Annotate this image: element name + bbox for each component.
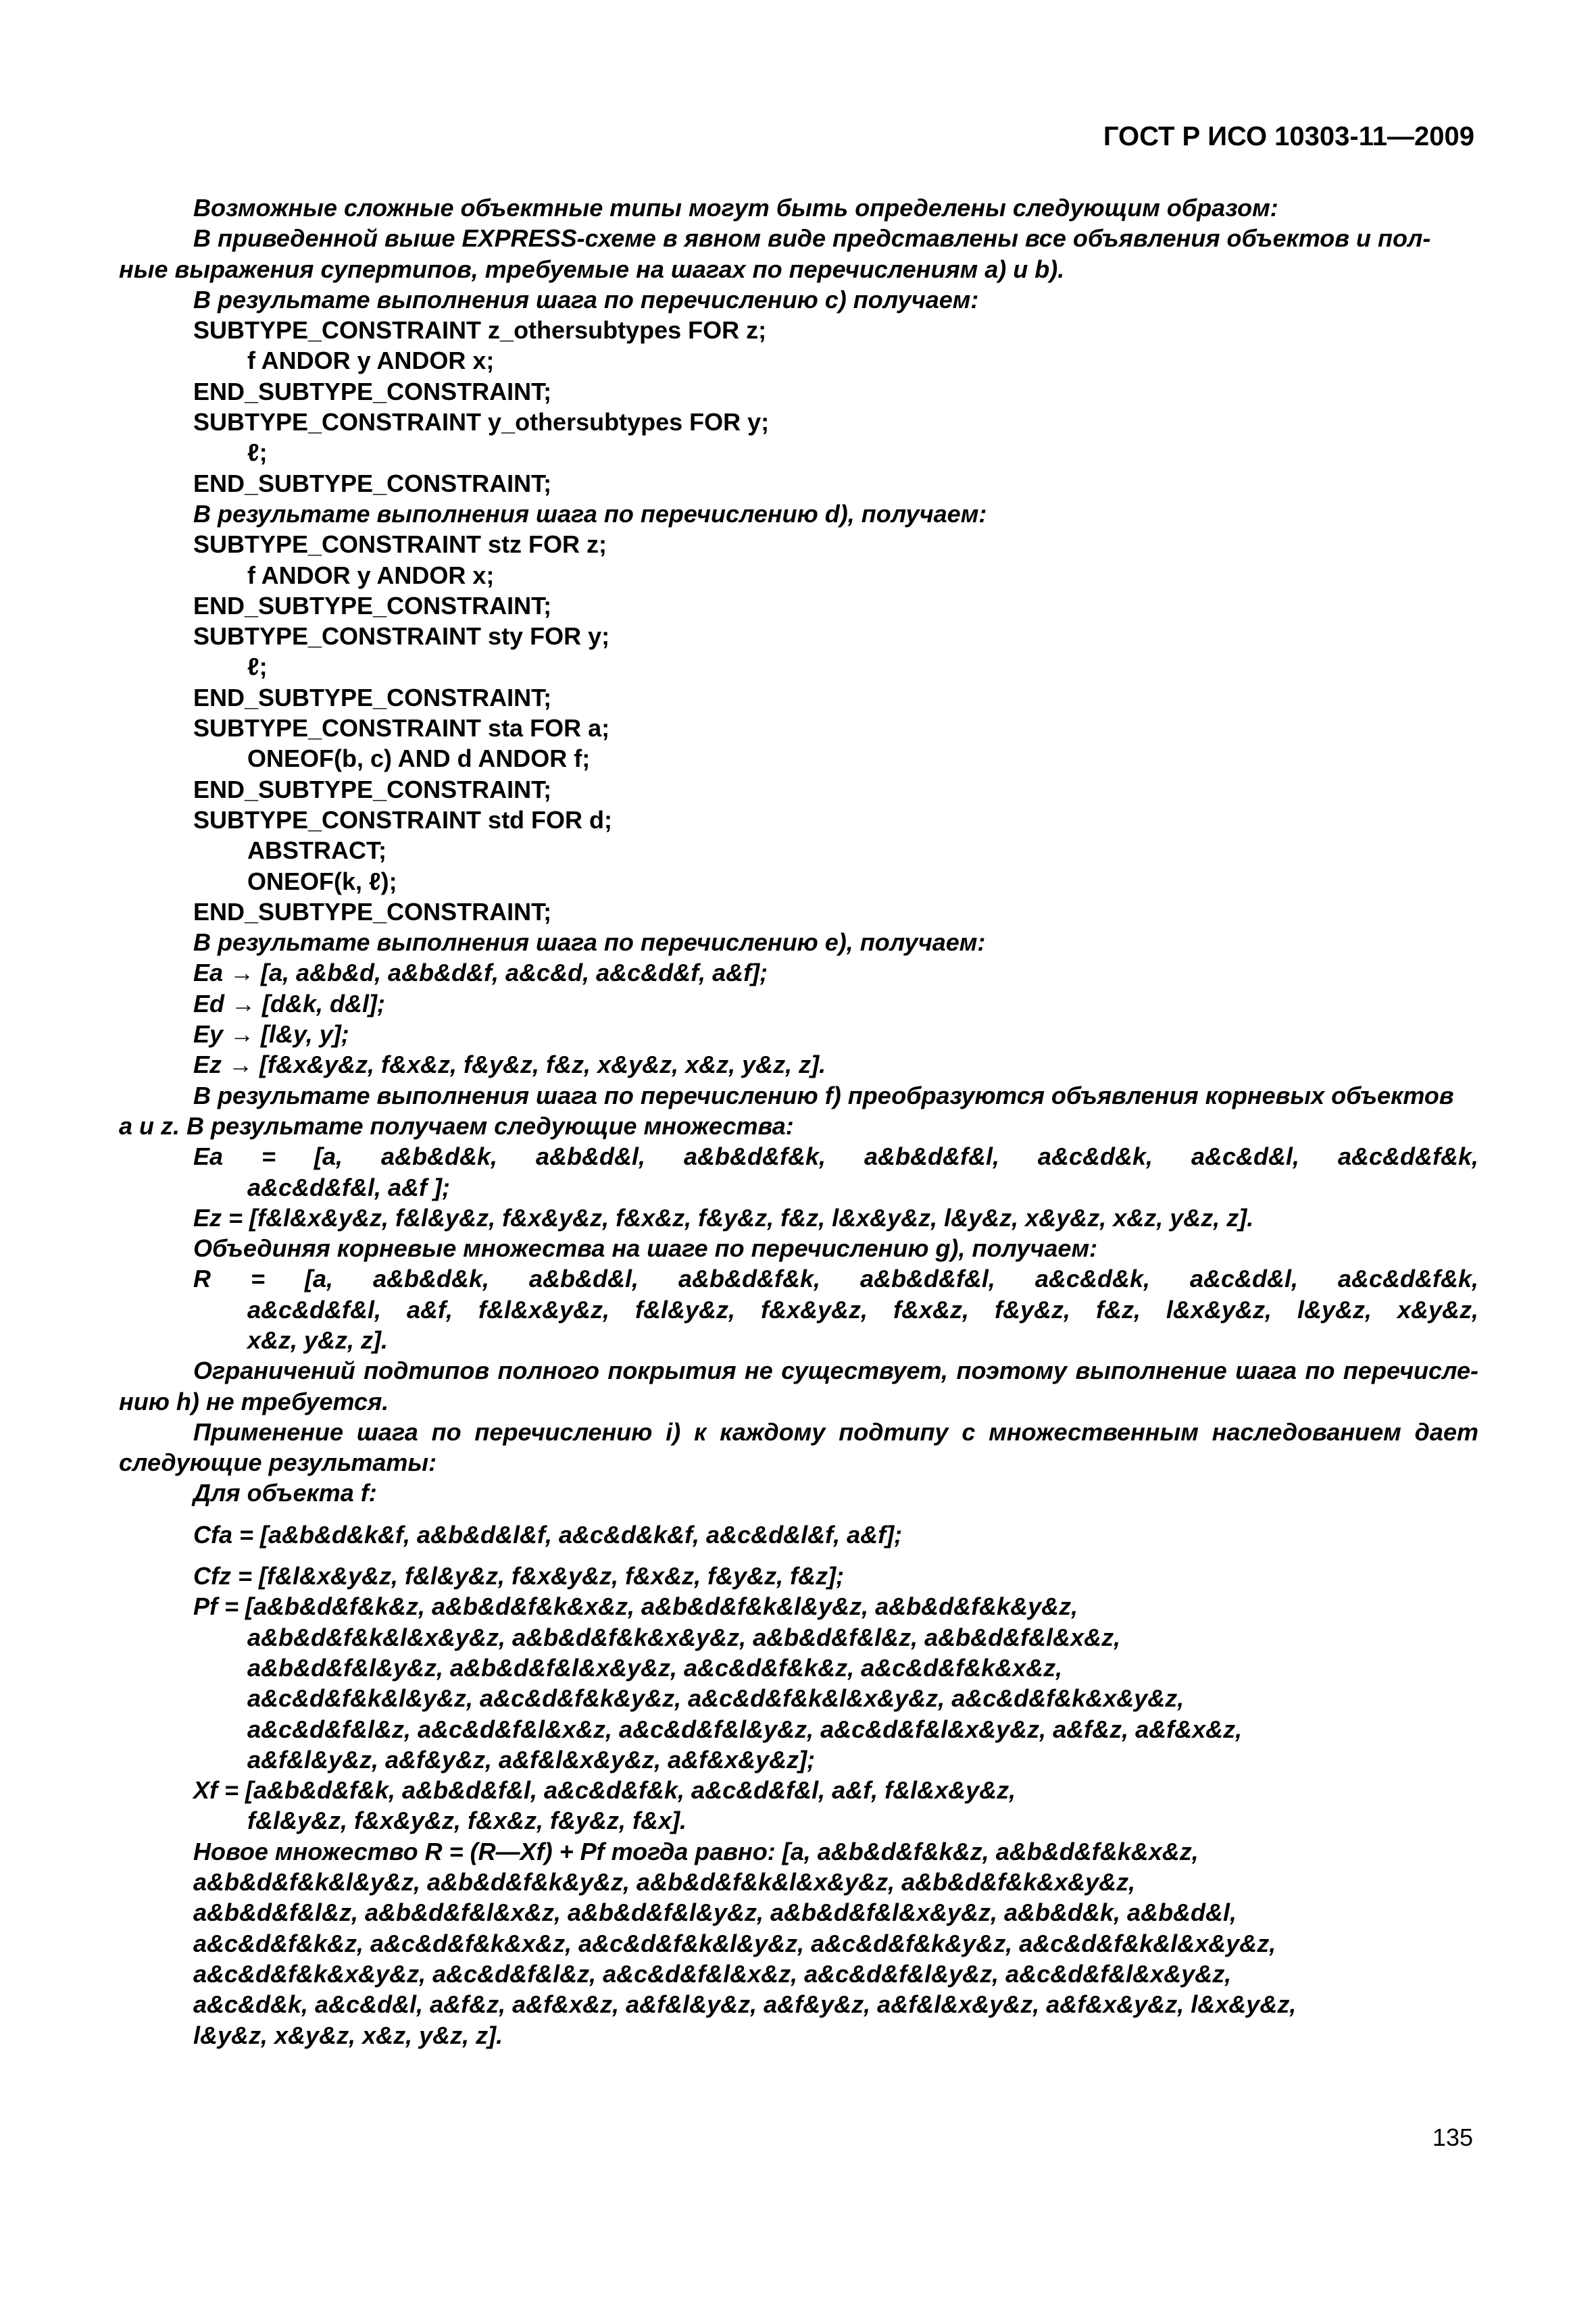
code-line: ONEOF(b, c) AND d ANDOR f;: [247, 745, 591, 773]
formula-line: a&b&d&f&k&l&y&z, a&b&d&f&k&y&z, a&b&d&f&k&l&x&y&z, a&b&d&f&k&x&y&z,: [193, 1868, 1136, 1896]
code-line: END_SUBTYPE_CONSTRAINT;: [193, 469, 552, 497]
formula-line: a&c&d&f&l&z, a&c&d&f&l&x&z, a&c&d&f&l&y&z, a&c&d&f&l&x&y&z, a&f&z, a&f&x&z,: [247, 1715, 1243, 1743]
text-line: Ограничений подтипов полного покрытия не существует, поэтому выполнение шага по перечисле-: [193, 1357, 1478, 1385]
formula-line: a&c&d&f&k&x&y&z, a&c&d&f&l&z, a&c&d&f&l&x&z, a&c&d&f&l&y&z, a&c&d&f&l&x&y&z,: [193, 1959, 1232, 1988]
spacer: [119, 1509, 1478, 1519]
formula-line: f&l&y&z, f&x&y&z, f&x&z, f&y&z, f&x].: [247, 1807, 687, 1835]
page-number: 135: [1432, 2123, 1473, 2151]
code-line: ONEOF(k, ℓ);: [247, 867, 397, 895]
formula-line: x&z, y&z, z].: [247, 1326, 389, 1354]
formula-line: a&c&d&f&k&z, a&c&d&f&k&x&z, a&c&d&f&k&l&y&z, a&c&d&f&k&y&z, a&c&d&f&k&l&x&y&z,: [193, 1929, 1276, 1957]
formula-line: Cfa = [a&b&d&k&f, a&b&d&l&f, a&c&d&k&f, a&c&d&l&f, a&f];: [193, 1520, 903, 1549]
text-line: В результате выполнения шага по перечислению c) получаем:: [193, 285, 979, 313]
formula-line: Cfz = [f&l&x&y&z, f&l&y&z, f&x&y&z, f&x&z, f&y&z, f&z];: [193, 1562, 845, 1590]
document-header: ГОСТ Р ИСО 10303-11—2009: [1103, 122, 1474, 151]
code-line: END_SUBTYPE_CONSTRAINT;: [193, 683, 552, 711]
code-line: SUBTYPE_CONSTRAINT sty FOR y;: [193, 622, 610, 651]
formula-line: a&f&l&y&z, a&f&y&z, a&f&l&x&y&z, a&f&x&y&z];: [247, 1745, 816, 1774]
code-line: END_SUBTYPE_CONSTRAINT;: [193, 377, 552, 405]
formula-line: a&b&d&f&l&z, a&b&d&f&l&x&z, a&b&d&f&l&y&z, a&b&d&f&l&x&y&z, a&b&d&k, a&b&d&l,: [193, 1898, 1237, 1927]
code-line: END_SUBTYPE_CONSTRAINT;: [193, 897, 552, 926]
code-line: SUBTYPE_CONSTRAINT stz FOR z;: [193, 530, 607, 559]
code-line: ℓ;: [247, 653, 268, 681]
spacer: [119, 1550, 1478, 1561]
text-line: ные выражения супертипов, требуемые на шагах по перечислениям а) и b).: [119, 255, 1065, 283]
formula-line: l&y&z, x&y&z, x&z, y&z, z].: [193, 2021, 503, 2049]
text-line: В результате выполнения шага по перечислению d), получаем:: [193, 499, 987, 528]
code-line: f ANDOR y ANDOR x;: [247, 347, 495, 375]
text-line: нию h) не требуется.: [119, 1387, 389, 1415]
formula-line: Ea → [a, a&b&d, a&b&d&f, a&c&d, a&c&d&f, a&f];: [193, 959, 768, 987]
text-line: a и z. В результате получаем следующие множества:: [119, 1111, 794, 1140]
text-line: В результате выполнения шага по перечислению e), получаем:: [193, 928, 986, 957]
formula-line: a&c&d&f&k&l&y&z, a&c&d&f&k&y&z, a&c&d&f&k&l&x&y&z, a&c&d&f&k&x&y&z,: [247, 1684, 1184, 1713]
text-line: В приведенной выше EXPRESS-схеме в явном виде представлены все объявления объектов и пол-: [193, 224, 1431, 253]
code-line: SUBTYPE_CONSTRAINT z_othersubtypes FOR z;: [193, 316, 767, 345]
formula-line: a&c&d&f&l, a&f, f&l&x&y&z, f&l&y&z, f&x&y&z, f&x&z, f&y&z, f&z, l&x&y&z, l&y&z, x&y&z,: [247, 1295, 1478, 1324]
formula-line: Ez → [f&x&y&z, f&x&z, f&y&z, f&z, x&y&z, x&z, y&z, z].: [193, 1051, 826, 1079]
formula-line: a&b&d&f&k&l&x&y&z, a&b&d&f&k&x&y&z, a&b&d&f&l&z, a&b&d&f&l&x&z,: [247, 1623, 1121, 1651]
formula-line: Новое множество R = (R—Xf) + Pf тогда равно: [a, a&b&d&f&k&z, a&b&d&f&k&x&z,: [193, 1837, 1199, 1865]
code-line: ABSTRACT;: [247, 836, 386, 865]
formula-line: Ez = [f&l&x&y&z, f&l&y&z, f&x&y&z, f&x&z, f&y&z, f&z, l&x&y&z, l&y&z, x&y&z, x&z, y&z, z].: [193, 1203, 1254, 1232]
code-line: SUBTYPE_CONSTRAINT std FOR d;: [193, 805, 613, 834]
text-line: Возможные сложные объектные типы могут быть определены следующим образом:: [193, 194, 1278, 222]
text-line: Применение шага по перечислению i) к каждому подтипу с множественным наследованием дает: [193, 1417, 1478, 1446]
code-line: END_SUBTYPE_CONSTRAINT;: [193, 775, 552, 803]
page-body: [119, 193, 1478, 2051]
formula-line: R = [a, a&b&d&k, a&b&d&l, a&b&d&f&k, a&b&d&f&l, a&c&d&k, a&c&d&l, a&c&d&f&k,: [193, 1265, 1478, 1293]
code-line: SUBTYPE_CONSTRAINT y_othersubtypes FOR y;: [193, 408, 770, 436]
text-line: В результате выполнения шага по перечислению f) преобразуются объявления корневых объектов: [193, 1081, 1454, 1109]
code-line: END_SUBTYPE_CONSTRAINT;: [193, 591, 552, 620]
text-line: следующие результаты:: [119, 1449, 437, 1477]
formula-line: Pf = [a&b&d&f&k&z, a&b&d&f&k&x&z, a&b&d&f&k&l&y&z, a&b&d&f&k&y&z,: [193, 1592, 1078, 1621]
code-line: ℓ;: [247, 438, 268, 467]
text-line: Для объекта f:: [193, 1479, 377, 1507]
formula-line: a&c&d&k, a&c&d&l, a&f&z, a&f&x&z, a&f&l&y&z, a&f&y&z, a&f&l&x&y&z, a&f&x&y&z, l&x&y&z,: [193, 1990, 1297, 2019]
text-line: Объединяя корневые множества на шаге по перечислению g), получаем:: [193, 1234, 1098, 1263]
code-line: f ANDOR y ANDOR x;: [247, 561, 495, 589]
formula-line: a&b&d&f&l&y&z, a&b&d&f&l&x&y&z, a&c&d&f&k&z, a&c&d&f&k&x&z,: [247, 1653, 1063, 1682]
formula-line: Ed → [d&k, d&l];: [193, 989, 385, 1017]
formula-line: Xf = [a&b&d&f&k, a&b&d&f&l, a&c&d&f&k, a&c&d&f&l, a&f, f&l&x&y&z,: [193, 1776, 1016, 1805]
formula-line: Ey → [l&y, y];: [193, 1020, 349, 1049]
formula-line: Ea = [a, a&b&d&k, a&b&d&l, a&b&d&f&k, a&b&d&f&l, a&c&d&k, a&c&d&l, a&c&d&f&k,: [193, 1142, 1478, 1171]
formula-line: a&c&d&f&l, a&f ];: [247, 1173, 451, 1201]
code-line: SUBTYPE_CONSTRAINT sta FOR a;: [193, 714, 610, 743]
